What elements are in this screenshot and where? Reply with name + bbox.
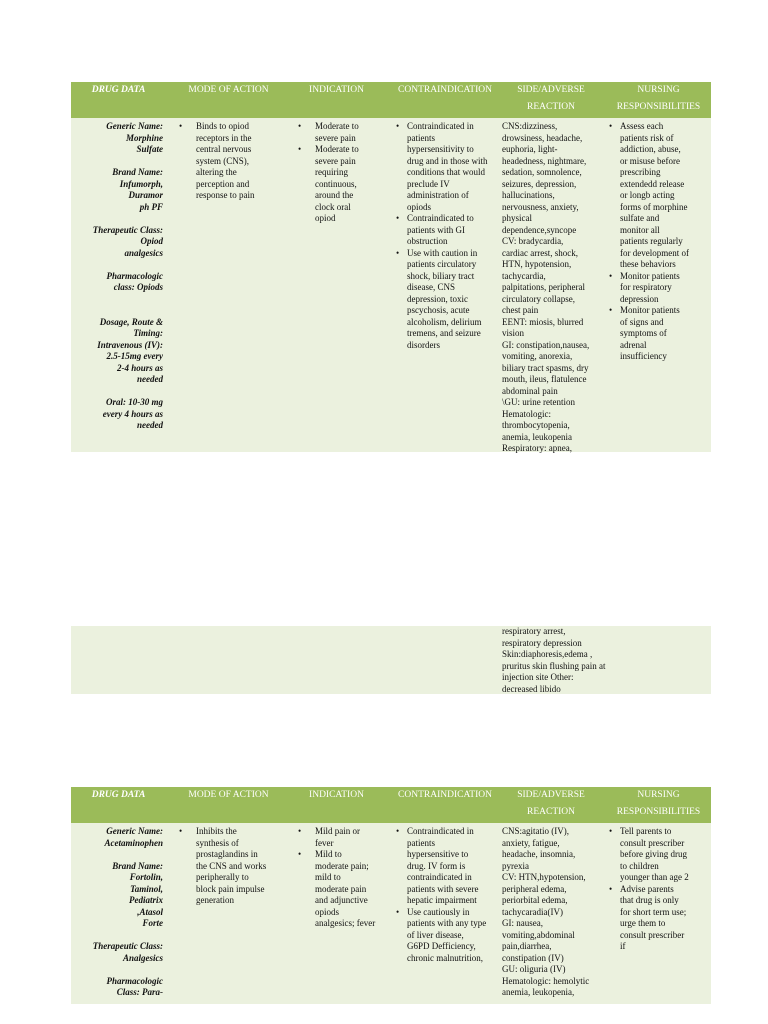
side-cv: CV: HTN,hypotension, peripheral edema, periorbital edema, tachycaradia(IV)	[502, 872, 586, 917]
pharmacologic-class: Pharmacologic class: Opiods	[106, 270, 163, 292]
drug-table-acetaminophen	[71, 787, 711, 1004]
side-hematologic: Hematologic: thrombocytopenia, anemia, leukopenia	[502, 408, 572, 442]
side-cns: CNS:agitatio (IV), anxiety, fatigue, headache, insomnia, pyrexia	[502, 826, 576, 871]
mode-of-action-cell	[179, 826, 269, 907]
therapeutic-class: Therapeutic Class: Opiod analgesics	[92, 224, 163, 258]
header-nursing-responsibilities: NURSING RESPONSIBILITIES	[616, 790, 701, 817]
continuation-body	[71, 626, 711, 694]
list-item: • Contraindicated in patients hypersensitivity to drug and in those with conditions that would preclude IV administration of opiods	[396, 121, 488, 213]
drug-table-morphine	[71, 82, 711, 452]
list-item: • Assess each patients risk of addiction, abuse, or misuse before prescribing extendedd release or longb acting forms of morphine sulfate and monitor all patients regularly for development of these behaviors	[609, 121, 689, 271]
list-item: • Mild pain or fever	[298, 826, 376, 849]
list-item: • Moderate to severe pain	[298, 121, 373, 144]
side-effects-cell	[502, 826, 606, 999]
list-item: • Tell parents to consult prescriber before giving drug to children younger than age 2	[609, 826, 689, 884]
table-body	[71, 823, 711, 1004]
nursing-cell	[609, 826, 689, 953]
mode-of-action-cell	[179, 121, 269, 202]
header-indication: INDICATION	[309, 85, 364, 95]
side-hematologic: Hematologic: hemolytic anemia, leukopenia,	[502, 975, 590, 997]
list-item: • Use with caution in patients circulatory shock, biliary tract disease, CNS depression, toxic pscychosis, acute alcoholism, delirium tremens, and seizure disorders	[396, 248, 488, 352]
side-cns: CNS:dizziness, drowsiness, headache, euphoria, light- headedness, nightmare, sedation, somnolence, seizures, depression, hallucinations, nervousness, anxiety, physical dependence,syncope	[502, 121, 587, 235]
table-body	[71, 118, 711, 452]
contraindication-cell	[396, 121, 488, 351]
brand-name: Brand Name: Fortolin, Taminol, Pediatrix ,Atasol Forte	[112, 860, 163, 928]
header-contraindication: CONTRAINDICATION	[398, 85, 492, 95]
side-respiratory: Respiratory: apnea,	[502, 443, 572, 453]
header-nursing-responsibilities: NURSING RESPONSIBILITIES	[616, 85, 701, 112]
drug-data-cell	[81, 121, 163, 432]
list-item: • Monitor patients of signs and symptoms of adrenal insufficiency	[609, 305, 689, 363]
header-side-adverse-reaction: SIDE/ADVERSE REACTION	[517, 790, 585, 817]
header-mode-of-action: MODE OF ACTION	[188, 790, 269, 800]
header-mode-of-action: MODE OF ACTION	[188, 85, 269, 95]
side-cv: CV: bradycardia, cardiac arrest, shock, HTN, hypotension, tachycardia, palpitations, peripheral circulatory collapse, chest pain	[502, 236, 585, 315]
list-item: • Advise parents that drug is only for short term use; urge them to consult prescriber if	[609, 884, 689, 953]
therapeutic-class: Therapeutic Class: Analgesics	[92, 941, 163, 963]
list-item: • Monitor patients for respiratory depression	[609, 271, 689, 306]
list-item: • Use cautiously in patients with any type of liver disease, G6PD Defficiency, chronic malnutrition,	[396, 907, 488, 965]
side-gi: GI: constipation,nausea, vomiting, anorexia, biliary tract spasms, dry mouth, ileus, flatulence abdominal pain	[502, 339, 590, 396]
contraindication-cell	[396, 826, 488, 964]
side-eent: EENT: miosis, blurred vision	[502, 316, 584, 338]
generic-name: Generic Name: Acetaminophen	[104, 826, 163, 848]
indication-cell	[298, 826, 376, 930]
dosage-route-timing: Dosage, Route & Timing: Intravenous (IV): 2.5-15mg every 2-4 hours as needed	[97, 316, 163, 384]
table-header	[71, 82, 711, 118]
list-item: • Inhibits the synthesis of prostaglandins in the CNS and works peripherally to block pain impulse generation	[179, 826, 269, 907]
list-item: • Contraindicated in patients hypersensitive to drug. IV form is contraindicated in patients with severe hepatic impairment	[396, 826, 488, 907]
side-gi: GI: nausea, vomiting,abdominal pain,diarrhea, constipation (IV)	[502, 918, 575, 963]
table-header	[71, 787, 711, 823]
oral-dosage: Oral: 10-30 mg every 4 hours as needed	[102, 397, 163, 430]
side-effects-continued: respiratory arrest, respiratory depression Skin:diaphoresis,edema , pruritus skin flushing pain at injection site Other: decreased libido	[502, 626, 606, 694]
pharmacologic-class: Pharmacologic Class: Para-	[106, 975, 163, 997]
indication-cell	[298, 121, 373, 225]
nursing-cell	[609, 121, 689, 363]
drug-data-cell	[81, 826, 163, 999]
header-drug-data: DRUG DATA	[91, 790, 146, 800]
list-item: • Contraindicated to patients with GI obstruction	[396, 213, 488, 248]
table-continuation	[71, 626, 711, 694]
side-effects-cell	[502, 121, 606, 455]
generic-name: Generic Name: Morphine Sulfate	[106, 121, 163, 154]
side-gu: \GU: urine retention	[502, 397, 575, 407]
brand-name: Brand Name: Infumorph, Duramor ph PF	[112, 167, 163, 212]
header-drug-data: DRUG DATA	[91, 85, 146, 95]
list-item: • Binds to opiod receptors in the central nervous system (CNS), altering the perception and response to pain	[179, 121, 269, 202]
header-contraindication: CONTRAINDICATION	[398, 790, 492, 800]
list-item: • Moderate to severe pain requiring continuous, around the clock oral opiod	[298, 144, 373, 225]
header-side-adverse-reaction: SIDE/ADVERSE REACTION	[517, 85, 585, 112]
list-item: • Mild to moderate pain; mild to moderate pain and adjunctive opiods analgesics; fever	[298, 849, 376, 930]
side-gu: GU: oliguria (IV)	[502, 964, 566, 974]
header-indication: INDICATION	[309, 790, 364, 800]
